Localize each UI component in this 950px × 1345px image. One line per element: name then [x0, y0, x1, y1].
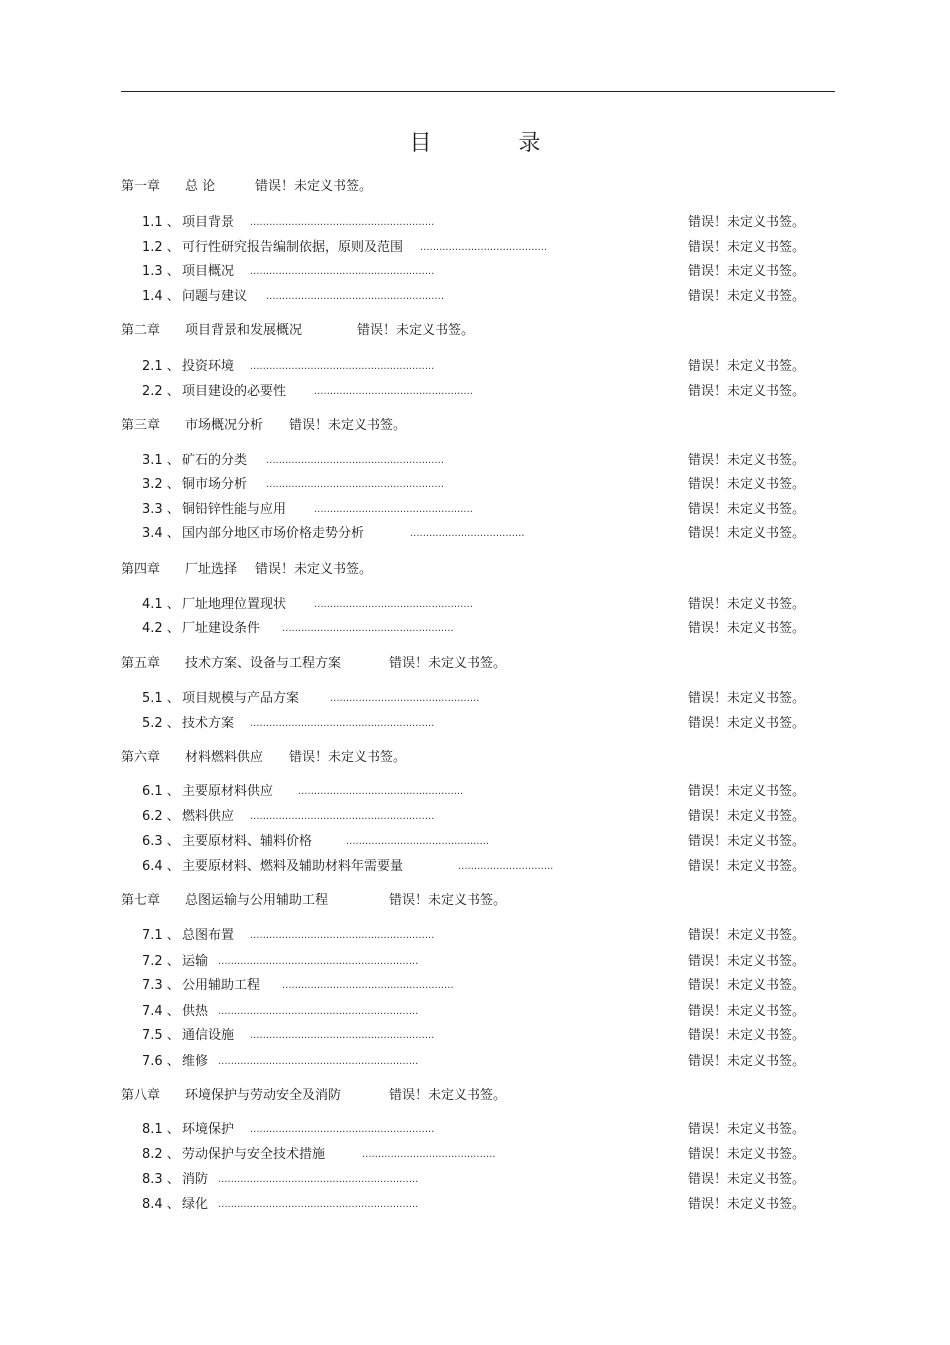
chapter-page-ref: 错误！未定义书签。: [255, 562, 373, 577]
section-row[interactable]: [0, 358, 950, 376]
dot-leader: ........................................................: [266, 455, 445, 466]
section-row[interactable]: [0, 1171, 950, 1189]
section-page-ref: 错误！未定义书签。: [688, 809, 806, 824]
section-page-ref: 错误！未定义书签。: [688, 1054, 806, 1069]
section-title: 铜铅锌性能与应用: [182, 502, 287, 517]
section-row[interactable]: [0, 1146, 950, 1164]
section-title: 投资环境: [182, 359, 235, 374]
section-number: 6.4 、: [142, 859, 180, 874]
section-page-ref: 错误！未定义书签。: [688, 289, 806, 304]
dot-leader: ..................................................: [314, 504, 473, 515]
section-page-ref: 错误！未定义书签。: [688, 1197, 806, 1212]
section-row[interactable]: [0, 596, 950, 614]
section-number: 2.2 、: [142, 384, 180, 399]
chapter-title: 市场概况分析: [185, 418, 264, 433]
dot-leader: ..........................................................: [250, 266, 435, 277]
section-row[interactable]: [0, 1027, 950, 1045]
section-number: 1.3 、: [142, 264, 180, 279]
section-row[interactable]: [0, 977, 950, 995]
chapter-page-ref: 错误！未定义书签。: [289, 418, 407, 433]
section-row[interactable]: [0, 783, 950, 801]
section-title: 消防: [182, 1172, 209, 1187]
section-title: 可行性研究报告编制依据，原则及范围: [182, 240, 404, 255]
section-title: 技术方案: [182, 716, 235, 731]
dot-leader: ....................................................: [298, 786, 464, 797]
section-page-ref: 错误！未定义书签。: [688, 954, 806, 969]
section-row[interactable]: [0, 953, 950, 971]
section-row[interactable]: [0, 620, 950, 638]
section-page-ref: 错误！未定义书签。: [688, 215, 806, 230]
dot-leader: ......................................................: [282, 980, 454, 991]
section-row[interactable]: [0, 833, 950, 851]
chapter-row[interactable]: [0, 1087, 950, 1105]
chapter-title: 材料燃料供应: [185, 750, 264, 765]
chapter-page-ref: 错误！未定义书签。: [389, 893, 507, 908]
dot-leader: ...............................................................: [218, 1199, 419, 1210]
section-title: 项目建设的必要性: [182, 384, 287, 399]
section-page-ref: 错误！未定义书签。: [688, 691, 806, 706]
chapter-row[interactable]: [0, 322, 950, 340]
chapter-label: 第八章: [121, 1088, 161, 1103]
section-number: 5.1 、: [142, 691, 180, 706]
section-row[interactable]: [0, 927, 950, 945]
page-title: 目 录: [409, 131, 581, 156]
dot-leader: ...............................................................: [218, 956, 419, 967]
chapter-page-ref: 错误！未定义书签。: [389, 656, 507, 671]
chapter-title: 厂址选择: [185, 562, 238, 577]
section-page-ref: 错误！未定义书签。: [688, 1122, 806, 1137]
dot-leader: ..........................................................: [250, 217, 435, 228]
section-row[interactable]: [0, 525, 950, 543]
section-page-ref: 错误！未定义书签。: [688, 621, 806, 636]
section-number: 7.1 、: [142, 928, 180, 943]
section-row[interactable]: [0, 452, 950, 470]
section-page-ref: 错误！未定义书签。: [688, 264, 806, 279]
dot-leader: ......................................................: [282, 623, 454, 634]
chapter-title: 总图运输与公用辅助工程: [185, 893, 329, 908]
section-title: 厂址建设条件: [182, 621, 261, 636]
section-number: 7.4 、: [142, 1004, 180, 1019]
chapter-row[interactable]: [0, 178, 950, 196]
dot-leader: ..........................................: [362, 1149, 496, 1160]
section-number: 7.2 、: [142, 954, 180, 969]
section-number: 8.4 、: [142, 1197, 180, 1212]
section-row[interactable]: [0, 808, 950, 826]
section-page-ref: 错误！未定义书签。: [688, 928, 806, 943]
dot-leader: ........................................................: [266, 291, 445, 302]
dot-leader: ..........................................................: [250, 811, 435, 822]
section-number: 4.2 、: [142, 621, 180, 636]
section-number: 3.2 、: [142, 477, 180, 492]
section-row[interactable]: [0, 1121, 950, 1139]
chapter-page-ref: 错误！未定义书签。: [255, 179, 373, 194]
section-number: 1.1 、: [142, 215, 180, 230]
chapter-page-ref: 错误！未定义书签。: [289, 750, 407, 765]
section-row[interactable]: [0, 214, 950, 232]
section-number: 8.2 、: [142, 1147, 180, 1162]
chapter-row[interactable]: [0, 749, 950, 767]
section-page-ref: 错误！未定义书签。: [688, 784, 806, 799]
dot-leader: ..........................................................: [250, 1030, 435, 1041]
section-title: 绿化: [182, 1197, 209, 1212]
section-title: 通信设施: [182, 1028, 235, 1043]
section-number: 2.1 、: [142, 359, 180, 374]
section-number: 3.4 、: [142, 526, 180, 541]
section-title: 运输: [182, 954, 209, 969]
section-row[interactable]: [0, 501, 950, 519]
dot-leader: ..........................................................: [250, 361, 435, 372]
dot-leader: ..................................................: [314, 599, 473, 610]
section-row[interactable]: [0, 715, 950, 733]
section-page-ref: 错误！未定义书签。: [688, 597, 806, 612]
section-number: 7.6 、: [142, 1054, 180, 1069]
section-page-ref: 错误！未定义书签。: [688, 834, 806, 849]
chapter-row[interactable]: [0, 892, 950, 910]
dot-leader: ........................................: [420, 242, 548, 253]
chapter-title: 环境保护与劳动安全及消防: [185, 1088, 342, 1103]
section-number: 8.3 、: [142, 1172, 180, 1187]
section-title: 燃料供应: [182, 809, 235, 824]
section-title: 厂址地理位置现状: [182, 597, 287, 612]
section-row[interactable]: [0, 1053, 950, 1071]
section-page-ref: 错误！未定义书签。: [688, 859, 806, 874]
section-page-ref: 错误！未定义书签。: [688, 502, 806, 517]
section-number: 1.2 、: [142, 240, 180, 255]
section-row[interactable]: [0, 476, 950, 494]
section-page-ref: 错误！未定义书签。: [688, 1147, 806, 1162]
section-title: 供热: [182, 1004, 209, 1019]
dot-leader: ...............................................................: [218, 1056, 419, 1067]
section-page-ref: 错误！未定义书签。: [688, 1028, 806, 1043]
section-row[interactable]: [0, 239, 950, 257]
section-title: 问题与建议: [182, 289, 248, 304]
section-title: 劳动保护与安全技术措施: [182, 1147, 326, 1162]
chapter-label: 第四章: [121, 562, 161, 577]
dot-leader: ..................................................: [314, 386, 473, 397]
dot-leader: ...............................................................: [218, 1174, 419, 1185]
section-number: 8.1 、: [142, 1122, 180, 1137]
section-page-ref: 错误！未定义书签。: [688, 359, 806, 374]
section-row[interactable]: [0, 288, 950, 306]
section-number: 1.4 、: [142, 289, 180, 304]
dot-leader: ..............................: [458, 861, 554, 872]
section-title: 国内部分地区市场价格走势分析: [182, 526, 365, 541]
chapter-page-ref: 错误！未定义书签。: [389, 1088, 507, 1103]
chapter-title: 项目背景和发展概况: [185, 323, 303, 338]
section-row[interactable]: [0, 383, 950, 401]
chapter-page-ref: 错误！未定义书签。: [357, 323, 475, 338]
dot-leader: ...............................................: [330, 693, 480, 704]
dot-leader: ...............................................................: [218, 1006, 419, 1017]
section-title: 矿石的分类: [182, 453, 248, 468]
section-page-ref: 错误！未定义书签。: [688, 526, 806, 541]
section-title: 总图布置: [182, 928, 235, 943]
chapter-title: 技术方案、设备与工程方案: [185, 656, 342, 671]
section-page-ref: 错误！未定义书签。: [688, 978, 806, 993]
chapter-label: 第二章: [121, 323, 161, 338]
dot-leader: .............................................: [346, 836, 490, 847]
dot-leader: ..........................................................: [250, 718, 435, 729]
dot-leader: ....................................: [410, 528, 525, 539]
section-title: 铜市场分析: [182, 477, 248, 492]
dot-leader: ........................................................: [266, 479, 445, 490]
header-rule: [121, 91, 835, 92]
chapter-label: 第六章: [121, 750, 161, 765]
section-page-ref: 错误！未定义书签。: [688, 453, 806, 468]
section-title: 主要原材料供应: [182, 784, 274, 799]
section-row[interactable]: [0, 263, 950, 281]
section-row[interactable]: [0, 1003, 950, 1021]
section-number: 3.1 、: [142, 453, 180, 468]
dot-leader: ..........................................................: [250, 1124, 435, 1135]
section-title: 项目规模与产品方案: [182, 691, 300, 706]
section-title: 维修: [182, 1054, 209, 1069]
chapter-row[interactable]: [0, 417, 950, 435]
section-page-ref: 错误！未定义书签。: [688, 384, 806, 399]
section-row[interactable]: [0, 858, 950, 876]
section-page-ref: 错误！未定义书签。: [688, 240, 806, 255]
section-title: 项目背景: [182, 215, 235, 230]
section-page-ref: 错误！未定义书签。: [688, 477, 806, 492]
section-row[interactable]: [0, 1196, 950, 1214]
dot-leader: ..........................................................: [250, 930, 435, 941]
section-number: 3.3 、: [142, 502, 180, 517]
section-number: 7.5 、: [142, 1028, 180, 1043]
section-title: 主要原材料、辅料价格: [182, 834, 313, 849]
section-title: 公用辅助工程: [182, 978, 261, 993]
section-number: 7.3 、: [142, 978, 180, 993]
chapter-row[interactable]: [0, 561, 950, 579]
section-page-ref: 错误！未定义书签。: [688, 716, 806, 731]
section-title: 主要原材料、燃料及辅助材料年需要量: [182, 859, 404, 874]
section-number: 4.1 、: [142, 597, 180, 612]
section-number: 6.3 、: [142, 834, 180, 849]
chapter-title: 总 论: [185, 179, 216, 194]
section-row[interactable]: [0, 690, 950, 708]
section-number: 6.2 、: [142, 809, 180, 824]
section-number: 5.2 、: [142, 716, 180, 731]
chapter-row[interactable]: [0, 655, 950, 673]
section-page-ref: 错误！未定义书签。: [688, 1172, 806, 1187]
section-title: 环境保护: [182, 1122, 235, 1137]
section-number: 6.1 、: [142, 784, 180, 799]
section-page-ref: 错误！未定义书签。: [688, 1004, 806, 1019]
chapter-label: 第三章: [121, 418, 161, 433]
chapter-label: 第五章: [121, 656, 161, 671]
chapter-label: 第七章: [121, 893, 161, 908]
chapter-label: 第一章: [121, 179, 161, 194]
section-title: 项目概况: [182, 264, 235, 279]
